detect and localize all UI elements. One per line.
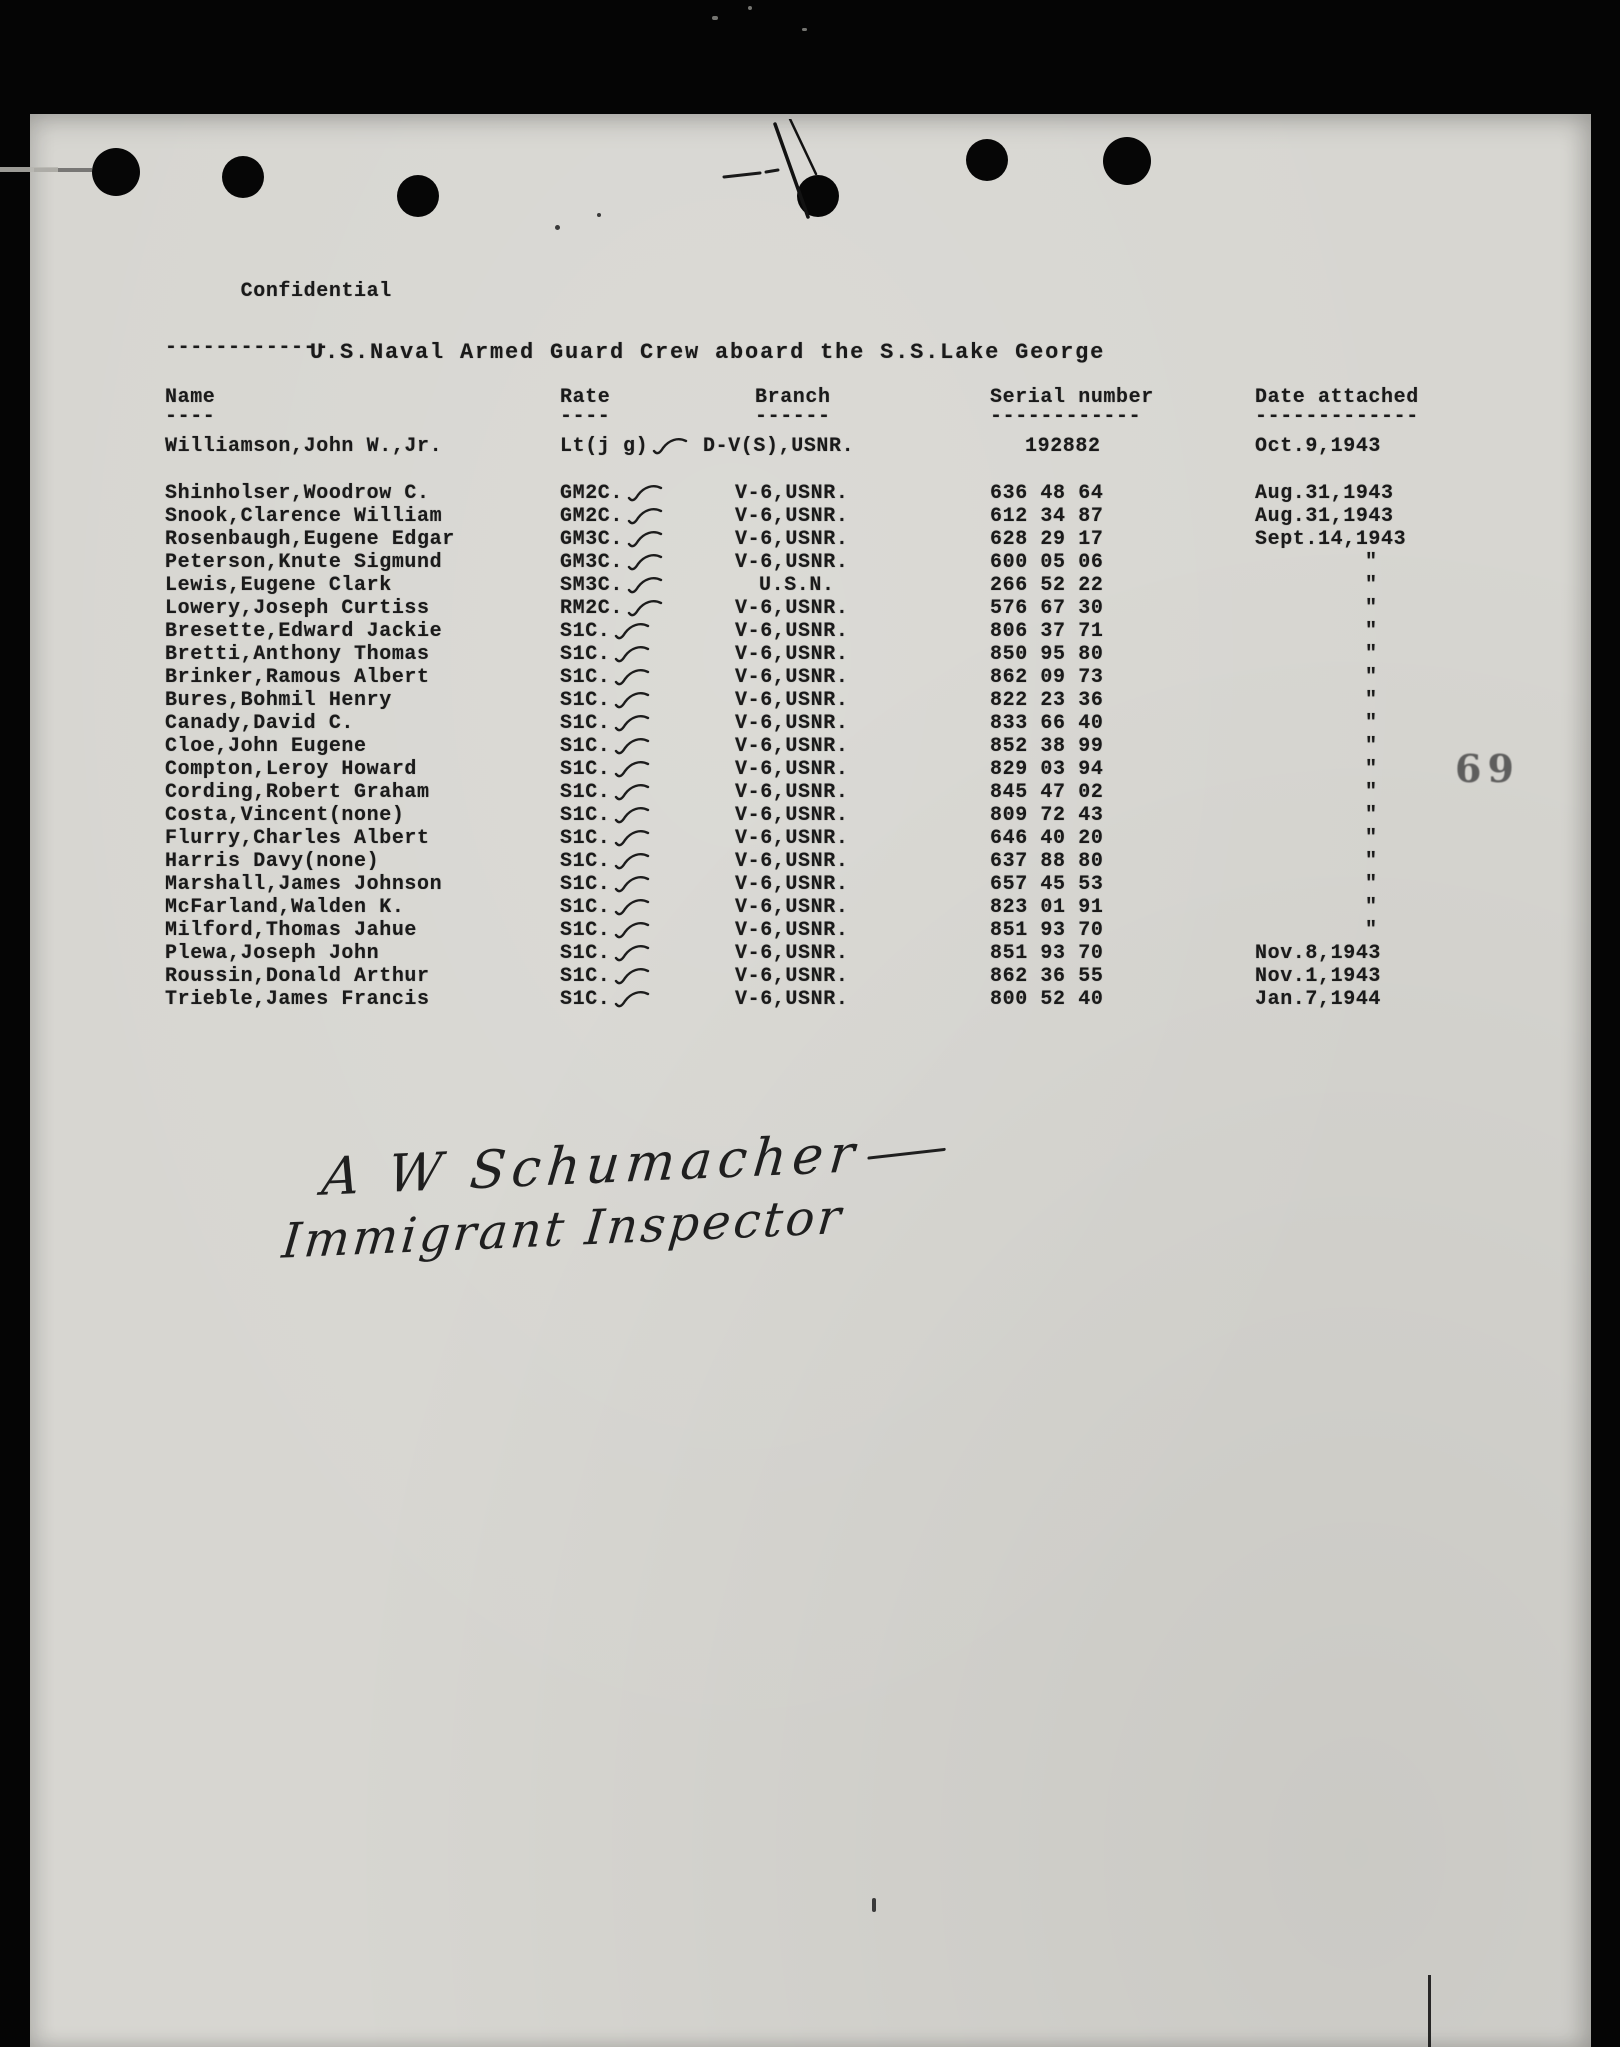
crew-serial-number: 600 05 06 [990,551,1104,574]
crew-name: Shinholser,Woodrow C. [165,482,430,505]
checkmark-icon [614,921,650,941]
checkmark-icon [652,437,688,457]
crew-branch: V-6,USNR. [735,896,849,919]
rate-text: S1C. [560,965,611,988]
column-header-rate [560,388,735,426]
crew-rate [560,551,735,574]
crew-name: Brinker,Ramous Albert [165,666,430,689]
punch-hole [397,175,439,217]
crew-name: Lowery,Joseph Curtiss [165,597,430,620]
crew-serial-number: 266 52 22 [990,574,1104,597]
crew-name: Peterson,Knute Sigmund [165,551,443,574]
crew-rate [560,781,735,804]
checkmark-icon [614,645,650,665]
checkmark-icon [627,576,663,596]
crew-branch: V-6,USNR. [735,965,849,988]
crew-row [165,873,1560,896]
crew-rate [560,873,735,896]
crew-branch: V-6,USNR. [735,643,849,666]
crew-date-attached: " [1365,781,1378,804]
crew-branch: V-6,USNR. [735,666,849,689]
rate-text: S1C. [560,689,611,712]
classification-underline: ------------- [165,336,329,359]
crew-name: Costa,Vincent(none) [165,804,405,827]
crew-date-attached: Nov.8,1943 [1255,942,1382,965]
crew-rate [560,758,735,781]
checkmark-icon [614,967,650,987]
crew-date-attached: Aug.31,1943 [1255,505,1394,528]
crew-row [165,505,1560,528]
crew-rate [560,597,735,620]
crew-serial-number: 612 34 87 [990,505,1104,528]
crew-name: Bures,Bohmil Henry [165,689,392,712]
crew-name: Snook,Clarence William [165,505,443,528]
crew-branch: V-6,USNR. [735,942,849,965]
crew-branch: V-6,USNR. [735,804,849,827]
crew-rate [560,689,735,712]
crew-date-attached: " [1365,551,1378,574]
crew-name: Compton,Leroy Howard [165,758,418,781]
rate-text: S1C. [560,804,611,827]
crew-date-attached: " [1365,850,1378,873]
checkmark-icon [614,898,650,918]
crew-serial-number: 862 36 55 [990,965,1104,988]
column-header-name [165,388,560,426]
crew-serial-number: 833 66 40 [990,712,1104,735]
signature-flourish [868,1148,946,1160]
crew-serial-number: 822 23 36 [990,689,1104,712]
crew-row [165,597,1560,620]
rate-text: S1C. [560,988,611,1011]
scan-artifact [872,1898,876,1912]
crew-name: Cording,Robert Graham [165,781,430,804]
header-underline: ------------ [990,405,1142,428]
rate-text: SM3C. [560,574,624,597]
crew-rate [560,965,735,988]
crew-date-attached: " [1365,620,1378,643]
rate-text: S1C. [560,873,611,896]
punch-hole [1103,137,1151,185]
header-label: Branch [755,386,831,409]
crew-branch: V-6,USNR. [735,505,849,528]
table-header-row [165,388,1560,426]
crew-branch: V-6,USNR. [735,781,849,804]
rate-text: S1C. [560,850,611,873]
page-title: U.S.Naval Armed Guard Crew aboard the S.S.Lake George [310,340,1106,365]
crew-rate [560,528,735,551]
crew-serial-number: 852 38 99 [990,735,1104,758]
crew-rate [560,827,735,850]
rate-text: S1C. [560,896,611,919]
checkmark-icon [614,737,650,757]
crew-rate [560,850,735,873]
crew-name: Flurry,Charles Albert [165,827,430,850]
checkmark-icon [614,622,650,642]
crew-branch: V-6,USNR. [735,689,849,712]
crew-date-attached: " [1365,827,1378,850]
crew-name: Plewa,Joseph John [165,942,380,965]
checkmark-icon [614,760,650,780]
crew-row [165,574,1560,597]
checkmark-icon [627,553,663,573]
crew-date-attached: " [1365,643,1378,666]
header-underline: ------ [755,405,831,428]
signature-block [279,1119,949,1272]
crew-row [165,666,1560,689]
crew-name: Bretti,Anthony Thomas [165,643,430,666]
crew-branch: V-6,USNR. [735,988,849,1011]
crew-branch: V-6,USNR. [735,873,849,896]
crew-date-attached: " [1365,597,1378,620]
crew-date-attached: " [1365,689,1378,712]
rate-text: S1C. [560,666,611,689]
scan-artifact [555,225,560,230]
rate-text: S1C. [560,643,611,666]
checkmark-icon [614,875,650,895]
crew-serial-number: 850 95 80 [990,643,1104,666]
page-number-stamp: 69 [1455,746,1520,791]
crew-branch: V-6,USNR. [735,850,849,873]
column-header-date-attached [1255,388,1560,426]
crew-serial-number: 809 72 43 [990,804,1104,827]
crew-row [165,712,1560,735]
rate-text: GM2C. [560,482,624,505]
crew-rate [560,620,735,643]
checkmark-icon [614,714,650,734]
crew-name: Harris Davy(none) [165,850,380,873]
checkmark-icon [614,829,650,849]
checkmark-icon [614,990,650,1010]
crew-serial-number: 862 09 73 [990,666,1104,689]
crew-rate [560,919,735,942]
crew-date-attached: " [1365,735,1378,758]
crew-name: Canady,David C. [165,712,355,735]
crew-rate [560,942,735,965]
checkmark-icon [614,783,650,803]
crew-branch: U.S.N. [759,574,835,597]
crew-row [165,482,1560,505]
crew-branch: V-6,USNR. [735,551,849,574]
crew-serial-number: 829 03 94 [990,758,1104,781]
scan-artifact [712,16,718,20]
crew-row [165,643,1560,666]
checkmark-icon [614,691,650,711]
crew-date-attached: " [1365,712,1378,735]
crew-row [165,551,1560,574]
document-page [30,114,1591,2047]
crew-date-attached: " [1365,919,1378,942]
scan-artifact [802,28,807,31]
crew-name: Cloe,John Eugene [165,735,367,758]
crew-branch: V-6,USNR. [735,712,849,735]
crew-serial-number: 823 01 91 [990,896,1104,919]
crew-serial-number: 646 40 20 [990,827,1104,850]
crew-name: Milford,Thomas Jahue [165,919,418,942]
officer-name: Williamson,John W.,Jr. [165,435,443,458]
scan-artifact [0,167,58,172]
crew-row [165,758,1560,781]
crew-serial-number: 851 93 70 [990,942,1104,965]
column-header-serial-number [990,388,1255,426]
checkmark-icon [614,944,650,964]
crew-table [165,388,1560,1011]
crew-rate [560,505,735,528]
header-label: Name [165,386,216,409]
checkmark-icon [614,668,650,688]
crew-serial-number: 806 37 71 [990,620,1104,643]
crew-name: Marshall,James Johnson [165,873,443,896]
scan-artifact [748,6,752,10]
crew-serial-number: 576 67 30 [990,597,1104,620]
header-underline: ---- [560,405,611,428]
rate-text: S1C. [560,942,611,965]
officer-serial: 192882 [1025,435,1101,458]
crew-name: McFarland,Walden K. [165,896,405,919]
header-underline: ---- [165,405,216,428]
checkmark-icon [614,852,650,872]
officer-row [165,435,1560,458]
crew-serial-number: 636 48 64 [990,482,1104,505]
crew-name: Lewis,Eugene Clark [165,574,392,597]
header-label: Date attached [1255,386,1419,409]
classification-label: Confidential [240,280,392,303]
crew-row [165,735,1560,758]
crew-name: Roussin,Donald Arthur [165,965,430,988]
crew-rows [165,482,1560,1011]
scan-artifact [597,213,601,217]
checkmark-icon [627,484,663,504]
crew-rate [560,988,735,1011]
crew-branch: V-6,USNR. [735,735,849,758]
rate-text: RM2C. [560,597,624,620]
rate-text: Lt(j g) [560,435,649,458]
scan-artifact [1428,1975,1431,2047]
crew-branch: V-6,USNR. [735,758,849,781]
crew-row [165,965,1560,988]
crew-serial-number: 851 93 70 [990,919,1104,942]
rate-text: S1C. [560,781,611,804]
crew-row [165,781,1560,804]
crew-date-attached: " [1365,896,1378,919]
crew-rate [560,804,735,827]
column-header-branch [735,388,990,426]
crew-date-attached: " [1365,873,1378,896]
crew-name: Rosenbaugh,Eugene Edgar [165,528,455,551]
crew-row [165,919,1560,942]
punch-hole [222,156,264,198]
rate-text: S1C. [560,827,611,850]
crew-serial-number: 800 52 40 [990,988,1104,1011]
officer-date-attached: Oct.9,1943 [1255,435,1382,458]
checkmark-icon [614,806,650,826]
checkmark-icon [627,530,663,550]
crew-branch: V-6,USNR. [735,919,849,942]
rate-text: S1C. [560,919,611,942]
crew-date-attached: " [1365,574,1378,597]
crew-date-attached: Aug.31,1943 [1255,482,1394,505]
crew-rate [560,482,735,505]
crew-date-attached: Jan.7,1944 [1255,988,1382,1011]
crew-branch: V-6,USNR. [735,482,849,505]
crew-row [165,827,1560,850]
crew-row [165,942,1560,965]
checkmark-icon [627,507,663,527]
crew-row [165,689,1560,712]
rate-text: GM2C. [560,505,624,528]
crew-rate [560,666,735,689]
rate-text: S1C. [560,735,611,758]
crew-serial-number: 845 47 02 [990,781,1104,804]
crew-branch: V-6,USNR. [735,620,849,643]
crew-date-attached: " [1365,758,1378,781]
rate-text: GM3C. [560,528,624,551]
rate-text: GM3C. [560,551,624,574]
rate-text: S1C. [560,758,611,781]
crew-serial-number: 657 45 53 [990,873,1104,896]
header-underline: ------------- [1255,405,1419,428]
signature-name-text: A W Schumacher [319,1124,864,1208]
crew-rate [560,735,735,758]
crew-row [165,988,1560,1011]
rate-text: S1C. [560,620,611,643]
crew-date-attached: Sept.14,1943 [1255,528,1407,551]
crew-branch: V-6,USNR. [735,528,849,551]
ink-scribble [720,119,870,224]
crew-rate [560,643,735,666]
header-label: Rate [560,386,611,409]
crew-rate [560,896,735,919]
crew-row [165,528,1560,551]
crew-branch: V-6,USNR. [735,827,849,850]
crew-name: Trieble,James Francis [165,988,430,1011]
crew-date-attached: " [1365,666,1378,689]
officer-branch: D-V(S),USNR. [703,435,855,458]
crew-rate [560,574,735,597]
punch-hole [966,139,1008,181]
header-label: Serial number [990,386,1154,409]
crew-branch: V-6,USNR. [735,597,849,620]
crew-name: Bresette,Edward Jackie [165,620,443,643]
crew-rate [560,712,735,735]
punch-hole [92,148,140,196]
rate-text: S1C. [560,712,611,735]
crew-serial-number: 628 29 17 [990,528,1104,551]
crew-serial-number: 637 88 80 [990,850,1104,873]
crew-row [165,850,1560,873]
crew-date-attached: Nov.1,1943 [1255,965,1382,988]
crew-date-attached: " [1365,804,1378,827]
checkmark-icon [627,599,663,619]
crew-row [165,896,1560,919]
signature-title: Immigrant Inspector [279,1188,847,1270]
crew-row [165,804,1560,827]
crew-row [165,620,1560,643]
